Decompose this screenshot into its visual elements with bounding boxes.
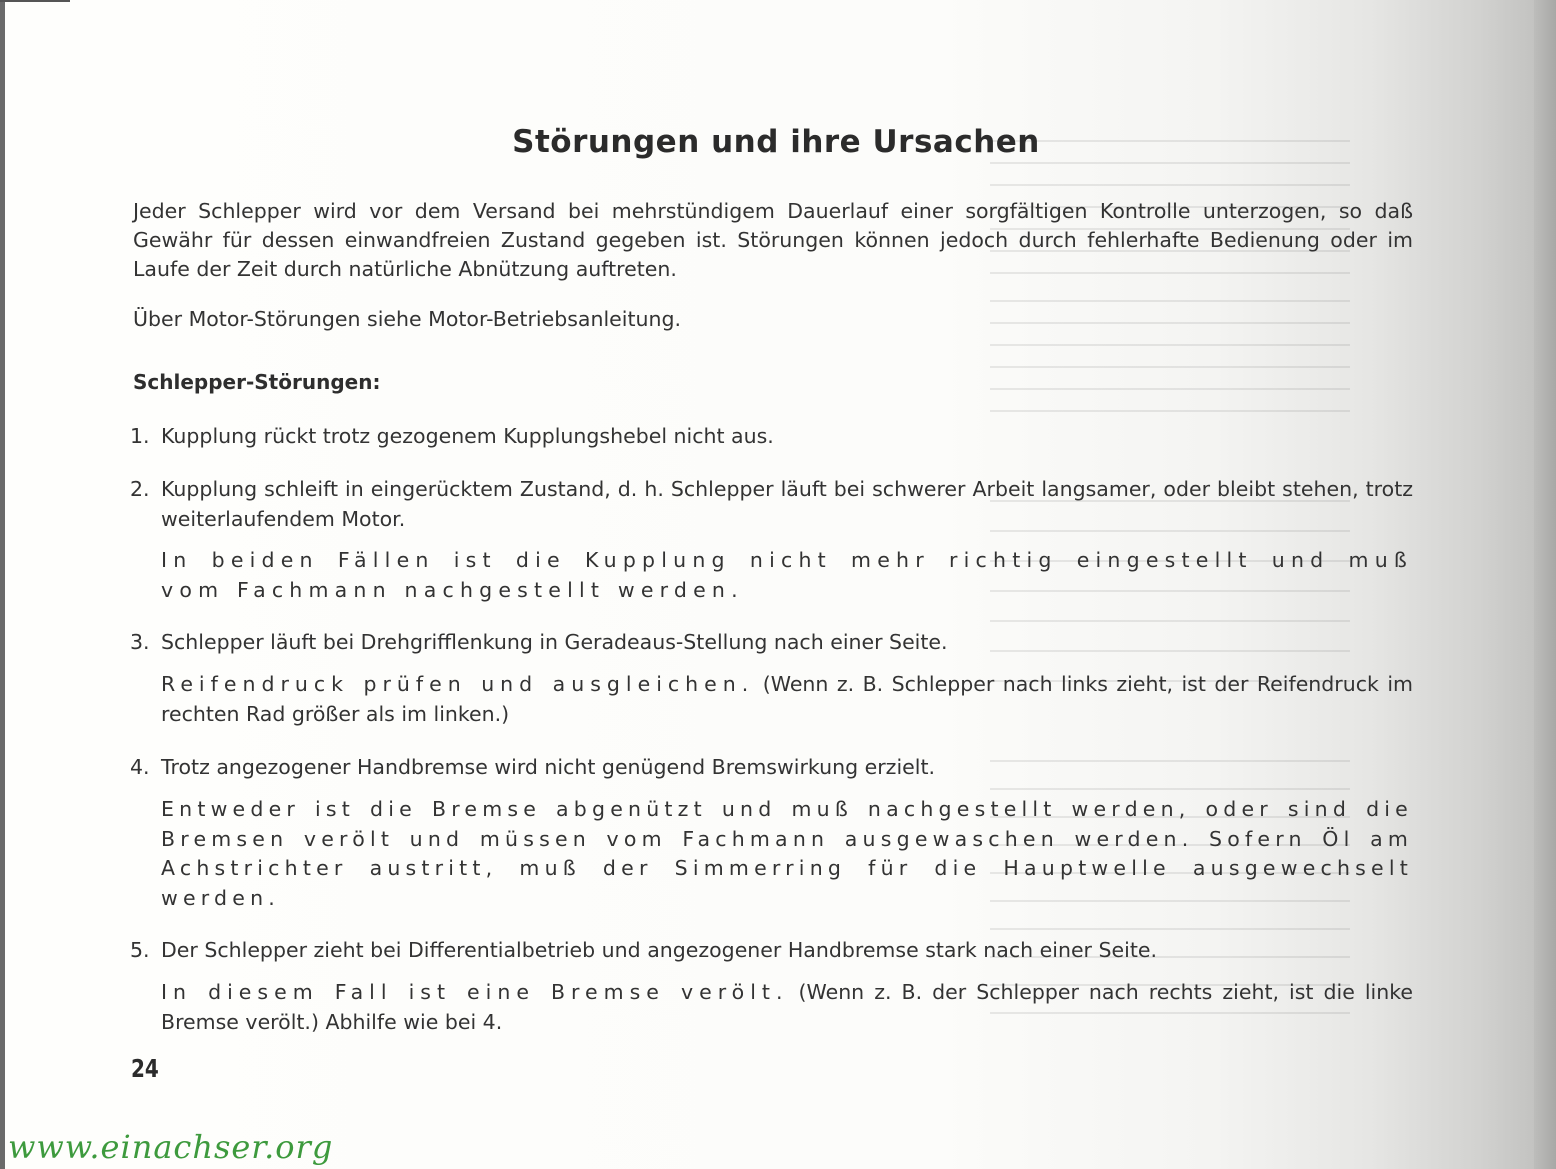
scan-edge-left xyxy=(0,0,5,1169)
item-remedy xyxy=(161,670,1413,729)
scan-edge-top xyxy=(0,0,70,2)
item-remedy-emphasis: In diesem Fall ist eine Bremse verölt. xyxy=(161,980,789,1004)
section-subheading: Schlepper-Störungen: xyxy=(133,370,381,394)
intro-paragraph: Jeder Schlepper wird vor dem Versand bei mehrstündigem Dauerlauf einer sorgfältigen Kontrolle unterzogen, so daß Gewähr für dessen einwandfreien Zustand gegeben ist. Störungen können jedoch durch fehlerhafte Bedienung oder im Laufe der Zeit durch natürliche Abnützung auftreten. xyxy=(133,199,1413,281)
motor-note: Über Motor-Störungen siehe Motor-Betriebsanleitung. xyxy=(133,307,681,331)
item-problem: Kupplung schleift in eingerücktem Zustand, d. h. Schlepper läuft bei schwerer Arbeit langsamer, oder bleibt stehen, trotz weiterlaufendem Motor. xyxy=(161,477,1413,531)
list-item xyxy=(130,936,1413,966)
list-item xyxy=(130,628,1413,658)
list-item xyxy=(130,753,1413,783)
item-remedy: Entweder ist die Bremse abgenützt und muß nachgestellt werden, oder sind die Bremsen verölt und müssen vom Fachmann ausgewaschen werden. Sofern Öl am Achstrichter austritt, muß der Simmerring für die Hauptwelle ausgewechselt werden. xyxy=(161,797,1413,910)
list-item xyxy=(130,422,1413,452)
item-problem: Schlepper läuft bei Drehgrifflenkung in Geradeaus-Stellung nach einer Seite. xyxy=(161,630,948,654)
item-remedy xyxy=(161,978,1413,1037)
item-remedy-detail: (Wenn z. B. der Schlepper nach rechts zieht, ist die linke Bremse verölt.) Abhilfe wie bei 4. xyxy=(161,980,1413,1034)
item-remedy: In beiden Fällen ist die Kupplung nicht mehr richtig eingestellt und muß vom Fachmann nachgestellt werden. xyxy=(161,548,1413,602)
website-watermark: www.einachser.org xyxy=(8,1128,334,1166)
item-number: 1. xyxy=(130,424,150,448)
page-title: Störungen und ihre Ursachen xyxy=(512,124,1040,160)
list-item xyxy=(130,475,1413,534)
page-number: 24 xyxy=(131,1054,159,1083)
item-problem: Trotz angezogener Handbremse wird nicht genügend Bremswirkung erzielt. xyxy=(161,755,935,779)
item-remedy-detail: (Wenn z. B. Schlepper nach links zieht, ist der Reifendruck im rechten Rad größer als im linken.) xyxy=(161,672,1413,726)
item-problem: Der Schlepper zieht bei Differentialbetrieb und angezogener Handbremse stark nach einer Seite. xyxy=(161,938,1157,962)
scan-edge-right xyxy=(1534,0,1556,1169)
item-number: 3. xyxy=(130,630,150,654)
item-problem: Kupplung rückt trotz gezogenem Kupplungshebel nicht aus. xyxy=(161,424,774,448)
item-number: 5. xyxy=(130,938,150,962)
item-number: 4. xyxy=(130,755,150,779)
item-remedy-emphasis: Reifendruck prüfen und ausgleichen. xyxy=(161,672,755,696)
item-number: 2. xyxy=(130,477,150,501)
